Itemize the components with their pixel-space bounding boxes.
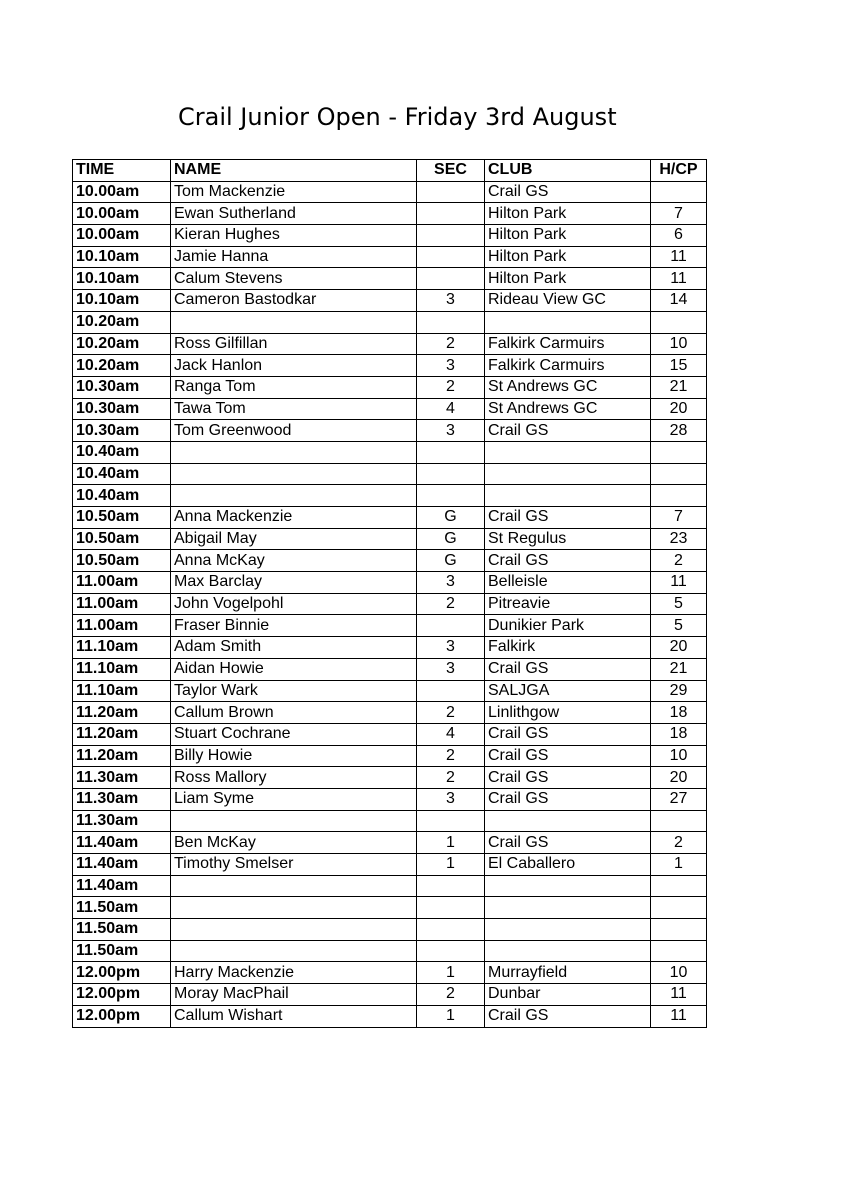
table-row <box>73 441 707 463</box>
table-row <box>73 832 707 854</box>
cell-sec: 1 <box>417 1005 485 1027</box>
cell-time: 10.10am <box>73 268 171 290</box>
table-row <box>73 311 707 333</box>
cell-name: Kieran Hughes <box>171 225 417 247</box>
cell-hcp: 21 <box>651 376 707 398</box>
cell-hcp: 7 <box>651 507 707 529</box>
cell-name: Anna Mackenzie <box>171 507 417 529</box>
cell-sec: 2 <box>417 745 485 767</box>
cell-time: 10.40am <box>73 463 171 485</box>
cell-club: Linlithgow <box>485 702 651 724</box>
cell-hcp <box>651 810 707 832</box>
table-header-row <box>73 160 707 182</box>
cell-name: Billy Howie <box>171 745 417 767</box>
cell-time: 10.40am <box>73 485 171 507</box>
cell-name: Callum Brown <box>171 702 417 724</box>
table-row <box>73 875 707 897</box>
cell-hcp: 15 <box>651 355 707 377</box>
cell-sec: 3 <box>417 290 485 312</box>
table-row <box>73 745 707 767</box>
cell-sec: 3 <box>417 420 485 442</box>
cell-time: 11.30am <box>73 767 171 789</box>
cell-club <box>485 919 651 941</box>
cell-club: Crail GS <box>485 181 651 203</box>
cell-time: 10.10am <box>73 290 171 312</box>
column-header-sec: SEC <box>417 160 485 182</box>
cell-time: 10.00am <box>73 225 171 247</box>
cell-club: Pitreavie <box>485 593 651 615</box>
table-row <box>73 593 707 615</box>
cell-club <box>485 875 651 897</box>
cell-time: 11.10am <box>73 658 171 680</box>
cell-club: St Regulus <box>485 528 651 550</box>
cell-club: Murrayfield <box>485 962 651 984</box>
cell-hcp: 20 <box>651 767 707 789</box>
cell-sec: G <box>417 507 485 529</box>
cell-hcp: 20 <box>651 398 707 420</box>
cell-time: 10.20am <box>73 355 171 377</box>
cell-hcp: 10 <box>651 745 707 767</box>
cell-sec: 2 <box>417 702 485 724</box>
cell-name <box>171 810 417 832</box>
cell-name: Ross Mallory <box>171 767 417 789</box>
cell-name: Ben McKay <box>171 832 417 854</box>
cell-name: Timothy Smelser <box>171 854 417 876</box>
table-row <box>73 810 707 832</box>
cell-hcp: 11 <box>651 1005 707 1027</box>
cell-club: Falkirk <box>485 637 651 659</box>
cell-name: Jack Hanlon <box>171 355 417 377</box>
cell-sec <box>417 246 485 268</box>
table-row <box>73 637 707 659</box>
table-row <box>73 290 707 312</box>
cell-club: Crail GS <box>485 767 651 789</box>
table-row <box>73 897 707 919</box>
cell-name <box>171 485 417 507</box>
cell-club: St Andrews GC <box>485 376 651 398</box>
tee-times-table <box>72 159 707 1028</box>
cell-hcp: 5 <box>651 615 707 637</box>
cell-time: 10.00am <box>73 181 171 203</box>
cell-sec <box>417 311 485 333</box>
cell-club <box>485 897 651 919</box>
cell-time: 11.30am <box>73 810 171 832</box>
cell-sec <box>417 810 485 832</box>
cell-sec <box>417 225 485 247</box>
cell-time: 10.20am <box>73 333 171 355</box>
cell-name: Ranga Tom <box>171 376 417 398</box>
cell-hcp: 10 <box>651 962 707 984</box>
cell-time: 11.00am <box>73 572 171 594</box>
cell-hcp: 7 <box>651 203 707 225</box>
cell-sec: 4 <box>417 723 485 745</box>
cell-hcp: 11 <box>651 246 707 268</box>
cell-name <box>171 441 417 463</box>
cell-hcp <box>651 897 707 919</box>
cell-club: Hilton Park <box>485 268 651 290</box>
cell-time: 11.00am <box>73 593 171 615</box>
cell-club: Crail GS <box>485 658 651 680</box>
cell-time: 10.30am <box>73 420 171 442</box>
cell-sec: 3 <box>417 637 485 659</box>
cell-hcp: 29 <box>651 680 707 702</box>
cell-club <box>485 441 651 463</box>
cell-sec <box>417 919 485 941</box>
cell-hcp: 14 <box>651 290 707 312</box>
cell-sec: 1 <box>417 832 485 854</box>
cell-time: 12.00pm <box>73 962 171 984</box>
table-row <box>73 268 707 290</box>
cell-hcp: 10 <box>651 333 707 355</box>
cell-hcp <box>651 875 707 897</box>
cell-name: Callum Wishart <box>171 1005 417 1027</box>
cell-hcp: 28 <box>651 420 707 442</box>
cell-name <box>171 463 417 485</box>
cell-name: Aidan Howie <box>171 658 417 680</box>
cell-time: 10.10am <box>73 246 171 268</box>
cell-sec: 3 <box>417 658 485 680</box>
cell-time: 11.20am <box>73 745 171 767</box>
cell-name: Tom Greenwood <box>171 420 417 442</box>
cell-name <box>171 940 417 962</box>
cell-name <box>171 897 417 919</box>
cell-sec <box>417 875 485 897</box>
table-row <box>73 376 707 398</box>
cell-name: Taylor Wark <box>171 680 417 702</box>
cell-sec <box>417 463 485 485</box>
table-row <box>73 572 707 594</box>
cell-time: 11.50am <box>73 919 171 941</box>
cell-sec <box>417 897 485 919</box>
cell-name <box>171 311 417 333</box>
cell-sec: 3 <box>417 788 485 810</box>
cell-hcp <box>651 181 707 203</box>
cell-time: 11.20am <box>73 702 171 724</box>
cell-name <box>171 919 417 941</box>
cell-time: 12.00pm <box>73 1005 171 1027</box>
cell-time: 11.50am <box>73 940 171 962</box>
cell-sec <box>417 615 485 637</box>
cell-club <box>485 940 651 962</box>
cell-club: Belleisle <box>485 572 651 594</box>
cell-club: Dunbar <box>485 984 651 1006</box>
cell-club: Crail GS <box>485 507 651 529</box>
cell-club: El Caballero <box>485 854 651 876</box>
cell-name: Tawa Tom <box>171 398 417 420</box>
cell-time: 12.00pm <box>73 984 171 1006</box>
table-row <box>73 463 707 485</box>
cell-name: Calum Stevens <box>171 268 417 290</box>
cell-time: 11.40am <box>73 854 171 876</box>
cell-club: Dunikier Park <box>485 615 651 637</box>
cell-club: Hilton Park <box>485 225 651 247</box>
cell-name: Max Barclay <box>171 572 417 594</box>
cell-hcp: 18 <box>651 702 707 724</box>
cell-club: Crail GS <box>485 723 651 745</box>
table-row <box>73 984 707 1006</box>
table-row <box>73 723 707 745</box>
column-header-name: NAME <box>171 160 417 182</box>
cell-hcp <box>651 940 707 962</box>
table-row <box>73 246 707 268</box>
cell-time: 11.40am <box>73 832 171 854</box>
cell-name: Adam Smith <box>171 637 417 659</box>
cell-hcp: 1 <box>651 854 707 876</box>
table-row <box>73 658 707 680</box>
cell-hcp <box>651 441 707 463</box>
cell-hcp: 6 <box>651 225 707 247</box>
cell-name <box>171 875 417 897</box>
cell-name: Harry Mackenzie <box>171 962 417 984</box>
cell-club: Rideau View GC <box>485 290 651 312</box>
cell-sec <box>417 203 485 225</box>
cell-sec: G <box>417 550 485 572</box>
cell-club: St Andrews GC <box>485 398 651 420</box>
table-row <box>73 615 707 637</box>
cell-club <box>485 485 651 507</box>
cell-name: Stuart Cochrane <box>171 723 417 745</box>
table-row <box>73 680 707 702</box>
cell-club: Crail GS <box>485 420 651 442</box>
cell-sec <box>417 181 485 203</box>
cell-sec <box>417 268 485 290</box>
cell-time: 11.10am <box>73 680 171 702</box>
cell-hcp: 27 <box>651 788 707 810</box>
cell-club: Falkirk Carmuirs <box>485 333 651 355</box>
table-row <box>73 767 707 789</box>
cell-hcp <box>651 463 707 485</box>
cell-hcp: 20 <box>651 637 707 659</box>
column-header-club: CLUB <box>485 160 651 182</box>
cell-sec: 2 <box>417 333 485 355</box>
cell-time: 11.50am <box>73 897 171 919</box>
table-row <box>73 940 707 962</box>
cell-hcp: 23 <box>651 528 707 550</box>
table-row <box>73 398 707 420</box>
cell-sec: G <box>417 528 485 550</box>
cell-club: Hilton Park <box>485 246 651 268</box>
cell-club: Falkirk Carmuirs <box>485 355 651 377</box>
cell-time: 10.30am <box>73 376 171 398</box>
cell-name: Moray MacPhail <box>171 984 417 1006</box>
page-title: Crail Junior Open - Friday 3rd August <box>178 103 617 131</box>
table-row <box>73 702 707 724</box>
cell-name: Tom Mackenzie <box>171 181 417 203</box>
cell-club <box>485 810 651 832</box>
cell-name: Anna McKay <box>171 550 417 572</box>
table-row <box>73 550 707 572</box>
table-row <box>73 225 707 247</box>
table-row <box>73 203 707 225</box>
cell-club: Crail GS <box>485 550 651 572</box>
table-row <box>73 854 707 876</box>
table-body <box>73 181 707 1027</box>
cell-hcp: 5 <box>651 593 707 615</box>
cell-time: 11.10am <box>73 637 171 659</box>
cell-time: 10.20am <box>73 311 171 333</box>
table-row <box>73 788 707 810</box>
cell-sec: 1 <box>417 854 485 876</box>
table-row <box>73 420 707 442</box>
cell-time: 10.50am <box>73 507 171 529</box>
cell-club <box>485 311 651 333</box>
table-row <box>73 355 707 377</box>
cell-time: 10.00am <box>73 203 171 225</box>
cell-hcp: 2 <box>651 550 707 572</box>
cell-time: 10.50am <box>73 550 171 572</box>
cell-time: 10.50am <box>73 528 171 550</box>
column-header-time: TIME <box>73 160 171 182</box>
cell-time: 11.40am <box>73 875 171 897</box>
cell-name: Ewan Sutherland <box>171 203 417 225</box>
cell-hcp <box>651 919 707 941</box>
cell-sec <box>417 940 485 962</box>
cell-name: John Vogelpohl <box>171 593 417 615</box>
cell-sec: 2 <box>417 376 485 398</box>
cell-club <box>485 463 651 485</box>
cell-time: 10.40am <box>73 441 171 463</box>
cell-club: Crail GS <box>485 832 651 854</box>
cell-name: Ross Gilfillan <box>171 333 417 355</box>
cell-time: 10.30am <box>73 398 171 420</box>
cell-sec: 3 <box>417 355 485 377</box>
table-row <box>73 528 707 550</box>
cell-sec: 2 <box>417 593 485 615</box>
cell-hcp: 11 <box>651 268 707 290</box>
cell-sec <box>417 485 485 507</box>
cell-sec: 4 <box>417 398 485 420</box>
table-row <box>73 507 707 529</box>
cell-hcp <box>651 311 707 333</box>
cell-time: 11.20am <box>73 723 171 745</box>
cell-name: Fraser Binnie <box>171 615 417 637</box>
cell-hcp: 11 <box>651 572 707 594</box>
cell-hcp: 21 <box>651 658 707 680</box>
table-row <box>73 333 707 355</box>
cell-name: Liam Syme <box>171 788 417 810</box>
table-row <box>73 919 707 941</box>
cell-club: Hilton Park <box>485 203 651 225</box>
cell-hcp: 18 <box>651 723 707 745</box>
table-row <box>73 181 707 203</box>
cell-name: Abigail May <box>171 528 417 550</box>
table-row <box>73 485 707 507</box>
cell-club: Crail GS <box>485 1005 651 1027</box>
cell-sec <box>417 680 485 702</box>
table-row <box>73 1005 707 1027</box>
table-row <box>73 962 707 984</box>
column-header-hcp: H/CP <box>651 160 707 182</box>
cell-club: SALJGA <box>485 680 651 702</box>
cell-hcp <box>651 485 707 507</box>
cell-sec <box>417 441 485 463</box>
cell-name: Jamie Hanna <box>171 246 417 268</box>
cell-hcp: 2 <box>651 832 707 854</box>
cell-name: Cameron Bastodkar <box>171 290 417 312</box>
cell-time: 11.00am <box>73 615 171 637</box>
cell-club: Crail GS <box>485 788 651 810</box>
cell-sec: 3 <box>417 572 485 594</box>
cell-sec: 2 <box>417 767 485 789</box>
cell-club: Crail GS <box>485 745 651 767</box>
cell-time: 11.30am <box>73 788 171 810</box>
cell-sec: 1 <box>417 962 485 984</box>
cell-sec: 2 <box>417 984 485 1006</box>
cell-hcp: 11 <box>651 984 707 1006</box>
